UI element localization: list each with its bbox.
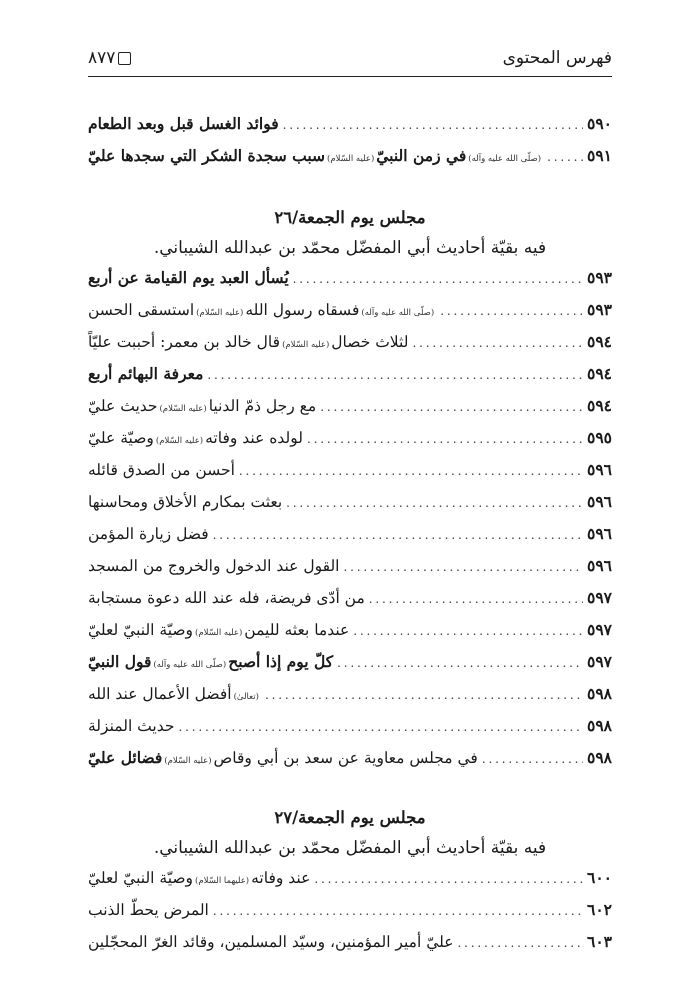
entry-note: (عليه السّلام) bbox=[195, 628, 243, 638]
entry-title: عليّ أمير المؤمنين، وسيّد المسلمين، وقائد الغرّ المحجّلين bbox=[88, 933, 454, 951]
entry-title: وصيّة عليّ bbox=[88, 429, 154, 447]
toc-entry[interactable] bbox=[88, 492, 612, 518]
entry-title: أفضل الأعمال عند الله bbox=[88, 685, 232, 703]
entry-title: حديث المنزلة bbox=[88, 717, 175, 735]
entry-title-cont: عند وفاته bbox=[251, 869, 311, 887]
entry-title-cont: في زمن النبيّ bbox=[376, 146, 467, 165]
toc-entry[interactable] bbox=[88, 900, 612, 926]
toc-entry[interactable] bbox=[88, 588, 612, 614]
entry-title-cont: عندما بعثه لليمن bbox=[244, 621, 350, 639]
toc-entry[interactable] bbox=[88, 932, 612, 958]
entry-page: ٥٩٨ bbox=[587, 716, 612, 735]
leader-dots bbox=[412, 336, 583, 350]
leader-dots bbox=[320, 400, 583, 414]
entry-title: المرض يحطّ الذنب bbox=[88, 901, 209, 919]
entry-note: (عليه السّلام) bbox=[164, 756, 212, 766]
square-icon bbox=[118, 52, 131, 65]
entry-page: ٦٠٢ bbox=[587, 900, 612, 919]
entry-note: (عليه السّلام) bbox=[159, 404, 207, 414]
page-number-text: ٨٧٧ bbox=[88, 48, 116, 68]
leader-dots bbox=[213, 528, 583, 542]
leader-dots bbox=[314, 872, 583, 886]
entry-title: يُسأل العبد يوم القيامة عن أربع bbox=[88, 268, 289, 287]
toc-entry[interactable] bbox=[88, 684, 612, 710]
toc-entry[interactable] bbox=[88, 652, 612, 678]
entry-title-cont: كلّ يوم إذا أصبح bbox=[228, 652, 334, 671]
leader-dots bbox=[369, 592, 583, 606]
entry-title: استسقى الحسن bbox=[88, 301, 195, 319]
entry-title-cont: في مجلس معاوية عن سعد بن أبي وقاص bbox=[213, 749, 478, 767]
leader-dots bbox=[337, 656, 583, 670]
entry-page: ٥٩١ bbox=[587, 146, 612, 165]
entry-page: ٥٩٤ bbox=[587, 332, 612, 351]
entry-title: وصيّة النبيّ لعليّ bbox=[88, 869, 194, 887]
section-title: مجلس يوم الجمعة/٢٦ bbox=[274, 208, 426, 227]
leader-dots bbox=[458, 936, 584, 950]
entry-note: (عليه السّلام) bbox=[155, 436, 204, 446]
leader-dots bbox=[265, 688, 583, 702]
entry-title: سبب سجدة الشكر التي سجدها عليّ bbox=[88, 146, 326, 165]
entry-note: (عليه السّلام) bbox=[282, 340, 330, 350]
entry-note: (عليه السّلام) bbox=[327, 154, 375, 164]
leader-dots bbox=[178, 720, 583, 734]
leader-dots bbox=[307, 432, 583, 446]
entry-page: ٥٩٧ bbox=[587, 652, 612, 671]
section-subtitle: فيه بقيّة أحاديث أبي المفضّل محمّد بن عبدالله الشيباني. bbox=[153, 238, 547, 258]
leader-dots bbox=[482, 752, 583, 766]
entry-page: ٥٩٤ bbox=[587, 396, 612, 415]
leader-dots bbox=[213, 904, 583, 918]
entry-page: ٥٩٦ bbox=[587, 492, 612, 511]
section-title: مجلس يوم الجمعة/٢٧ bbox=[274, 808, 426, 827]
toc-entry[interactable] bbox=[88, 460, 612, 486]
toc-entry[interactable] bbox=[88, 428, 612, 454]
entry-page: ٥٩٤ bbox=[587, 364, 612, 383]
entry-title: فضائل عليّ bbox=[88, 748, 163, 767]
entry-title-cont: لولده عند وفاته bbox=[205, 429, 303, 447]
entry-title: بعثت بمكارم الأخلاق ومحاسنها bbox=[88, 493, 283, 511]
toc-entry[interactable] bbox=[88, 620, 612, 646]
leader-dots bbox=[239, 464, 583, 478]
entry-page: ٥٩٦ bbox=[587, 556, 612, 575]
entry-title: وصيّة النبيّ لعليّ bbox=[88, 621, 194, 639]
entry-note: (صلّى الله عليه وآله) bbox=[153, 660, 227, 670]
header-page-number bbox=[88, 48, 131, 68]
leader-dots bbox=[293, 272, 583, 286]
entry-note: (صلّى الله عليه وآله) bbox=[468, 154, 542, 164]
toc-entry[interactable] bbox=[88, 556, 612, 582]
toc-entry[interactable] bbox=[88, 114, 612, 140]
entry-title: فضل زيارة المؤمن bbox=[88, 525, 209, 543]
section-subtitle: فيه بقيّة أحاديث أبي المفضّل محمّد بن عبدالله الشيباني. bbox=[153, 838, 547, 858]
toc-entry[interactable] bbox=[88, 364, 612, 390]
entry-title: معرفة البهائم أربع bbox=[88, 364, 204, 383]
leader-dots bbox=[207, 368, 583, 382]
toc-entry[interactable] bbox=[88, 524, 612, 550]
entry-page: ٥٩٧ bbox=[587, 620, 612, 639]
entry-page: ٥٩٦ bbox=[587, 460, 612, 479]
entry-page: ٥٩٥ bbox=[587, 428, 612, 447]
entry-page: ٥٩٨ bbox=[587, 684, 612, 703]
entry-title: قال خالد بن معمر: أحببت عليّاً bbox=[88, 333, 281, 351]
toc-entry[interactable] bbox=[88, 268, 612, 294]
entry-title: فوائد الغسل قبل وبعد الطعام bbox=[88, 114, 279, 133]
toc-entry[interactable] bbox=[88, 300, 612, 326]
entry-note: (عليهما السّلام) bbox=[195, 876, 250, 886]
entry-title: أحسن من الصدق قائله bbox=[88, 461, 235, 479]
toc-entry[interactable] bbox=[88, 146, 612, 172]
entry-title: حديث عليّ bbox=[88, 397, 158, 415]
leader-dots bbox=[283, 118, 583, 132]
entry-note: (صلّى الله عليه وآله) bbox=[361, 308, 435, 318]
entry-title-cont: فسقاه رسول الله bbox=[245, 301, 360, 319]
entry-title-cont: لثلاث خصال bbox=[331, 333, 409, 351]
leader-dots bbox=[353, 624, 583, 638]
header-title: فهرس المحتوى bbox=[502, 48, 612, 68]
entry-page: ٥٩٧ bbox=[587, 588, 612, 607]
entry-page: ٥٩٠ bbox=[587, 114, 612, 133]
entry-page: ٥٩٨ bbox=[587, 748, 612, 767]
entry-page: ٦٠٠ bbox=[587, 868, 612, 887]
entry-title: من أدّى فريضة، فله عند الله دعوة مستجابة bbox=[88, 589, 365, 607]
entry-note: (تعالىٰ) bbox=[233, 692, 259, 702]
entry-note: (عليه السّلام) bbox=[196, 308, 244, 318]
entry-title-cont: مع رجل ذمّ الدنيا bbox=[208, 397, 317, 415]
toc-entry[interactable] bbox=[88, 396, 612, 422]
toc-entry[interactable] bbox=[88, 332, 612, 358]
leader-dots bbox=[547, 150, 583, 164]
leader-dots bbox=[440, 304, 583, 318]
leader-dots bbox=[286, 496, 583, 510]
toc-entry[interactable] bbox=[88, 748, 612, 774]
leader-dots bbox=[343, 560, 583, 574]
page-header bbox=[88, 46, 612, 77]
entry-page: ٥٩٦ bbox=[587, 524, 612, 543]
entry-title: القول عند الدخول والخروج من المسجد bbox=[88, 557, 340, 575]
entry-page: ٥٩٣ bbox=[587, 268, 612, 287]
toc-entry[interactable] bbox=[88, 716, 612, 742]
toc-entry[interactable] bbox=[88, 868, 612, 894]
entry-title: قول النبيّ bbox=[88, 652, 152, 671]
entry-page: ٥٩٣ bbox=[587, 300, 612, 319]
entry-page: ٦٠٣ bbox=[587, 932, 612, 951]
